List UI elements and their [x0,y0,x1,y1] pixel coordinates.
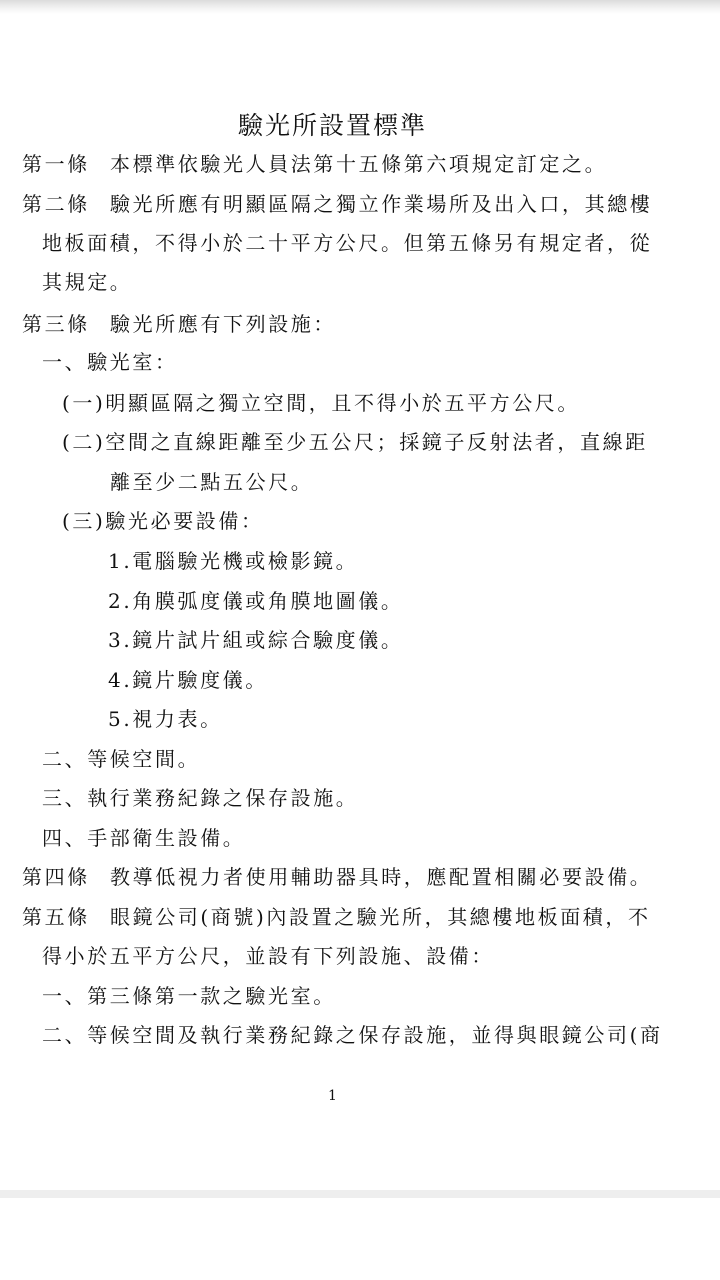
article-2-line3: 其規定。 [42,270,133,294]
article-1-text: 本標準依驗光人員法第十五條第六項規定訂定之。 [110,152,608,176]
article-3-item-1: 一、驗光室： [42,350,178,374]
article-3-sub-2-cont: 離至少二點五公尺。 [110,470,314,494]
document-page [0,14,720,1188]
article-2 [22,192,652,216]
article-3-text: 驗光所應有下列設施： [110,312,336,336]
article-5-line1: 眼鏡公司(商號)內設置之驗光所，其總樓地板面積，不 [110,905,651,929]
article-5-label: 第五條 [22,905,90,929]
bottom-page-gap [0,1190,720,1198]
article-3-item-4: 四、手部衛生設備。 [42,826,246,850]
article-4-text: 教導低視力者使用輔助器具時，應配置相關必要設備。 [110,865,653,889]
article-1-label: 第一條 [22,152,90,176]
article-3-sub-2: (二)空間之直線距離至少五公尺；採鏡子反射法者，直線距 [62,430,648,454]
top-shadow-bar [0,0,720,14]
article-4-label: 第四條 [22,865,90,889]
article-2-label: 第二條 [22,192,90,216]
article-3-item-2: 二、等候空間。 [42,747,201,771]
page-number: 1 [328,1088,337,1104]
article-3-sub-1: (一)明顯區隔之獨立空間，且不得小於五平方公尺。 [62,391,581,415]
article-2-line2: 地板面積，不得小於二十平方公尺。但第五條另有規定者，從 [42,231,653,255]
article-2-line1: 驗光所應有明顯區隔之獨立作業場所及出入口，其總樓 [110,192,653,216]
article-5-item-2: 二、等候空間及執行業務紀錄之保存設施，並得與眼鏡公司(商 [42,1023,663,1047]
article-1 [22,152,607,176]
equipment-1: 1.電腦驗光機或檢影鏡。 [108,549,359,573]
article-3 [22,312,336,336]
article-3-sub-3: (三)驗光必要設備： [62,509,264,533]
equipment-3: 3.鏡片試片組或綜合驗度儀。 [108,628,404,652]
document-title: 驗光所設置標準 [237,111,427,140]
article-5-line2: 得小於五平方公尺，並設有下列設施、設備： [42,944,494,968]
equipment-5: 5.視力表。 [108,707,223,731]
equipment-2: 2.角膜弧度儀或角膜地圖儀。 [108,589,404,613]
article-3-label: 第三條 [22,312,90,336]
article-4 [22,865,652,889]
article-5 [22,905,651,929]
equipment-4: 4.鏡片驗度儀。 [108,668,268,692]
article-5-item-1: 一、第三條第一款之驗光室。 [42,984,336,1008]
article-3-item-3: 三、執行業務紀錄之保存設施。 [42,786,359,810]
